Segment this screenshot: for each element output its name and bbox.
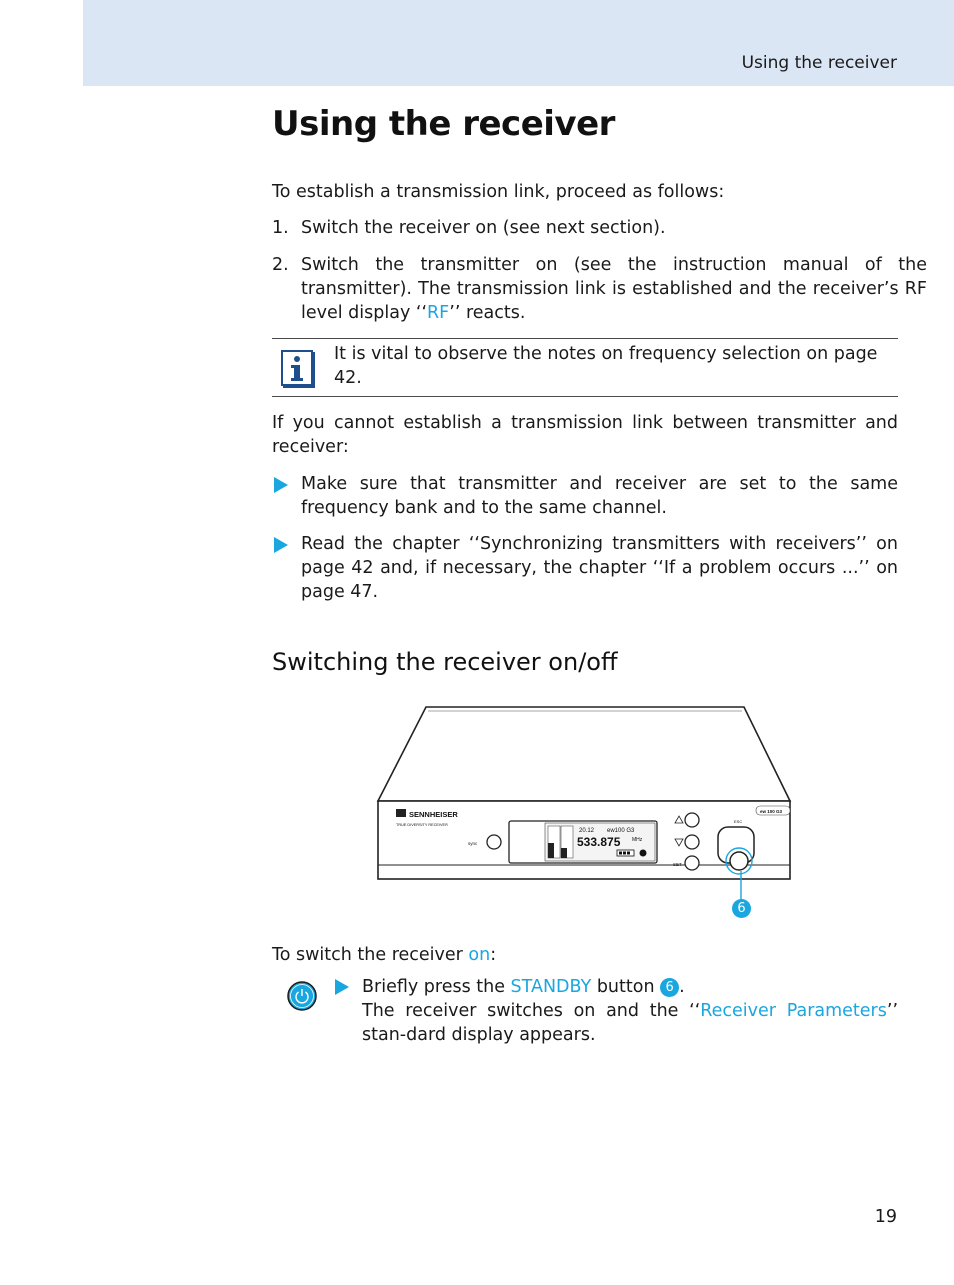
step-2 bbox=[272, 253, 927, 325]
receiver-illustration bbox=[376, 705, 794, 920]
header-band bbox=[83, 0, 954, 86]
bullet-arrow-icon bbox=[274, 477, 288, 493]
switch-on-paragraph: To switch the receiver on: bbox=[272, 945, 497, 965]
svg-text:ew 100 G3: ew 100 G3 bbox=[760, 809, 783, 814]
page-number: 19 bbox=[874, 1207, 897, 1227]
step-number: 2. bbox=[272, 255, 289, 275]
svg-text:MHz: MHz bbox=[632, 837, 643, 843]
failure-bullet-2: Read the chapter ‘‘Synchronizing transmitters with receivers’’ on page 42 and, if necessary, the chapter ‘‘If a problem occurs ...’’ on page 47. bbox=[301, 534, 898, 602]
svg-text:SET: SET bbox=[673, 862, 682, 867]
step-text-end: ’’ reacts. bbox=[449, 303, 526, 323]
step-number: 1. bbox=[272, 218, 289, 238]
bullet-arrow-icon bbox=[274, 537, 288, 553]
failure-bullet-1: Make sure that transmitter and receiver are set to the same frequency bank and to the same channel. bbox=[301, 474, 898, 518]
note-box bbox=[272, 338, 898, 397]
on-highlight: on bbox=[468, 945, 491, 965]
standby-button bbox=[730, 852, 748, 870]
step-1 bbox=[272, 216, 898, 240]
standby-icon bbox=[287, 981, 317, 1011]
receiver-lid bbox=[378, 707, 790, 801]
section-heading: Switching the receiver on/off bbox=[272, 648, 618, 676]
set-button bbox=[685, 856, 699, 870]
step-text: Switch the receiver on (see next section). bbox=[301, 218, 666, 238]
action-instruction: Briefly press the STANDBY button 6 . bbox=[362, 977, 685, 997]
standby-highlight: STANDBY bbox=[510, 977, 592, 997]
running-header: Using the receiver bbox=[741, 53, 897, 73]
failure-intro: If you cannot establish a transmission link between transmitter and receiver: bbox=[272, 413, 898, 457]
svg-text:20.12: 20.12 bbox=[579, 828, 595, 834]
callout-6: 6 bbox=[732, 899, 751, 918]
step-text: Switch the transmitter on (see the instruction manual of the transmitter). The transmission link is established and the receiver’s RF level display ‘‘ bbox=[301, 255, 927, 323]
action-result: The receiver switches on and the ‘‘Receiver Parameters’’ stan-dard display appears. bbox=[362, 1001, 899, 1045]
svg-text:ew100 G3: ew100 G3 bbox=[607, 828, 635, 834]
svg-text:sync: sync bbox=[468, 841, 478, 846]
svg-text:TRUE DIVERSITY RECEIVER: TRUE DIVERSITY RECEIVER bbox=[396, 823, 448, 827]
down-button bbox=[685, 835, 699, 849]
svg-text:ESC: ESC bbox=[734, 819, 743, 824]
sync-button bbox=[487, 835, 501, 849]
up-button bbox=[685, 813, 699, 827]
rf-highlight: RF bbox=[427, 303, 450, 323]
callout-6-inline: 6 bbox=[660, 978, 679, 997]
svg-text:533.875: 533.875 bbox=[577, 835, 621, 849]
page-title: Using the receiver bbox=[272, 104, 615, 144]
info-icon bbox=[281, 350, 317, 390]
note-text: It is vital to observe the notes on frequency selection on page 42. bbox=[334, 344, 878, 388]
svg-text:SENNHEISER: SENNHEISER bbox=[409, 810, 458, 819]
receiver-parameters-highlight: Receiver Parameters bbox=[700, 1001, 887, 1021]
bullet-arrow-icon bbox=[335, 979, 349, 995]
intro-paragraph: To establish a transmission link, proceed as follows: bbox=[272, 182, 725, 202]
